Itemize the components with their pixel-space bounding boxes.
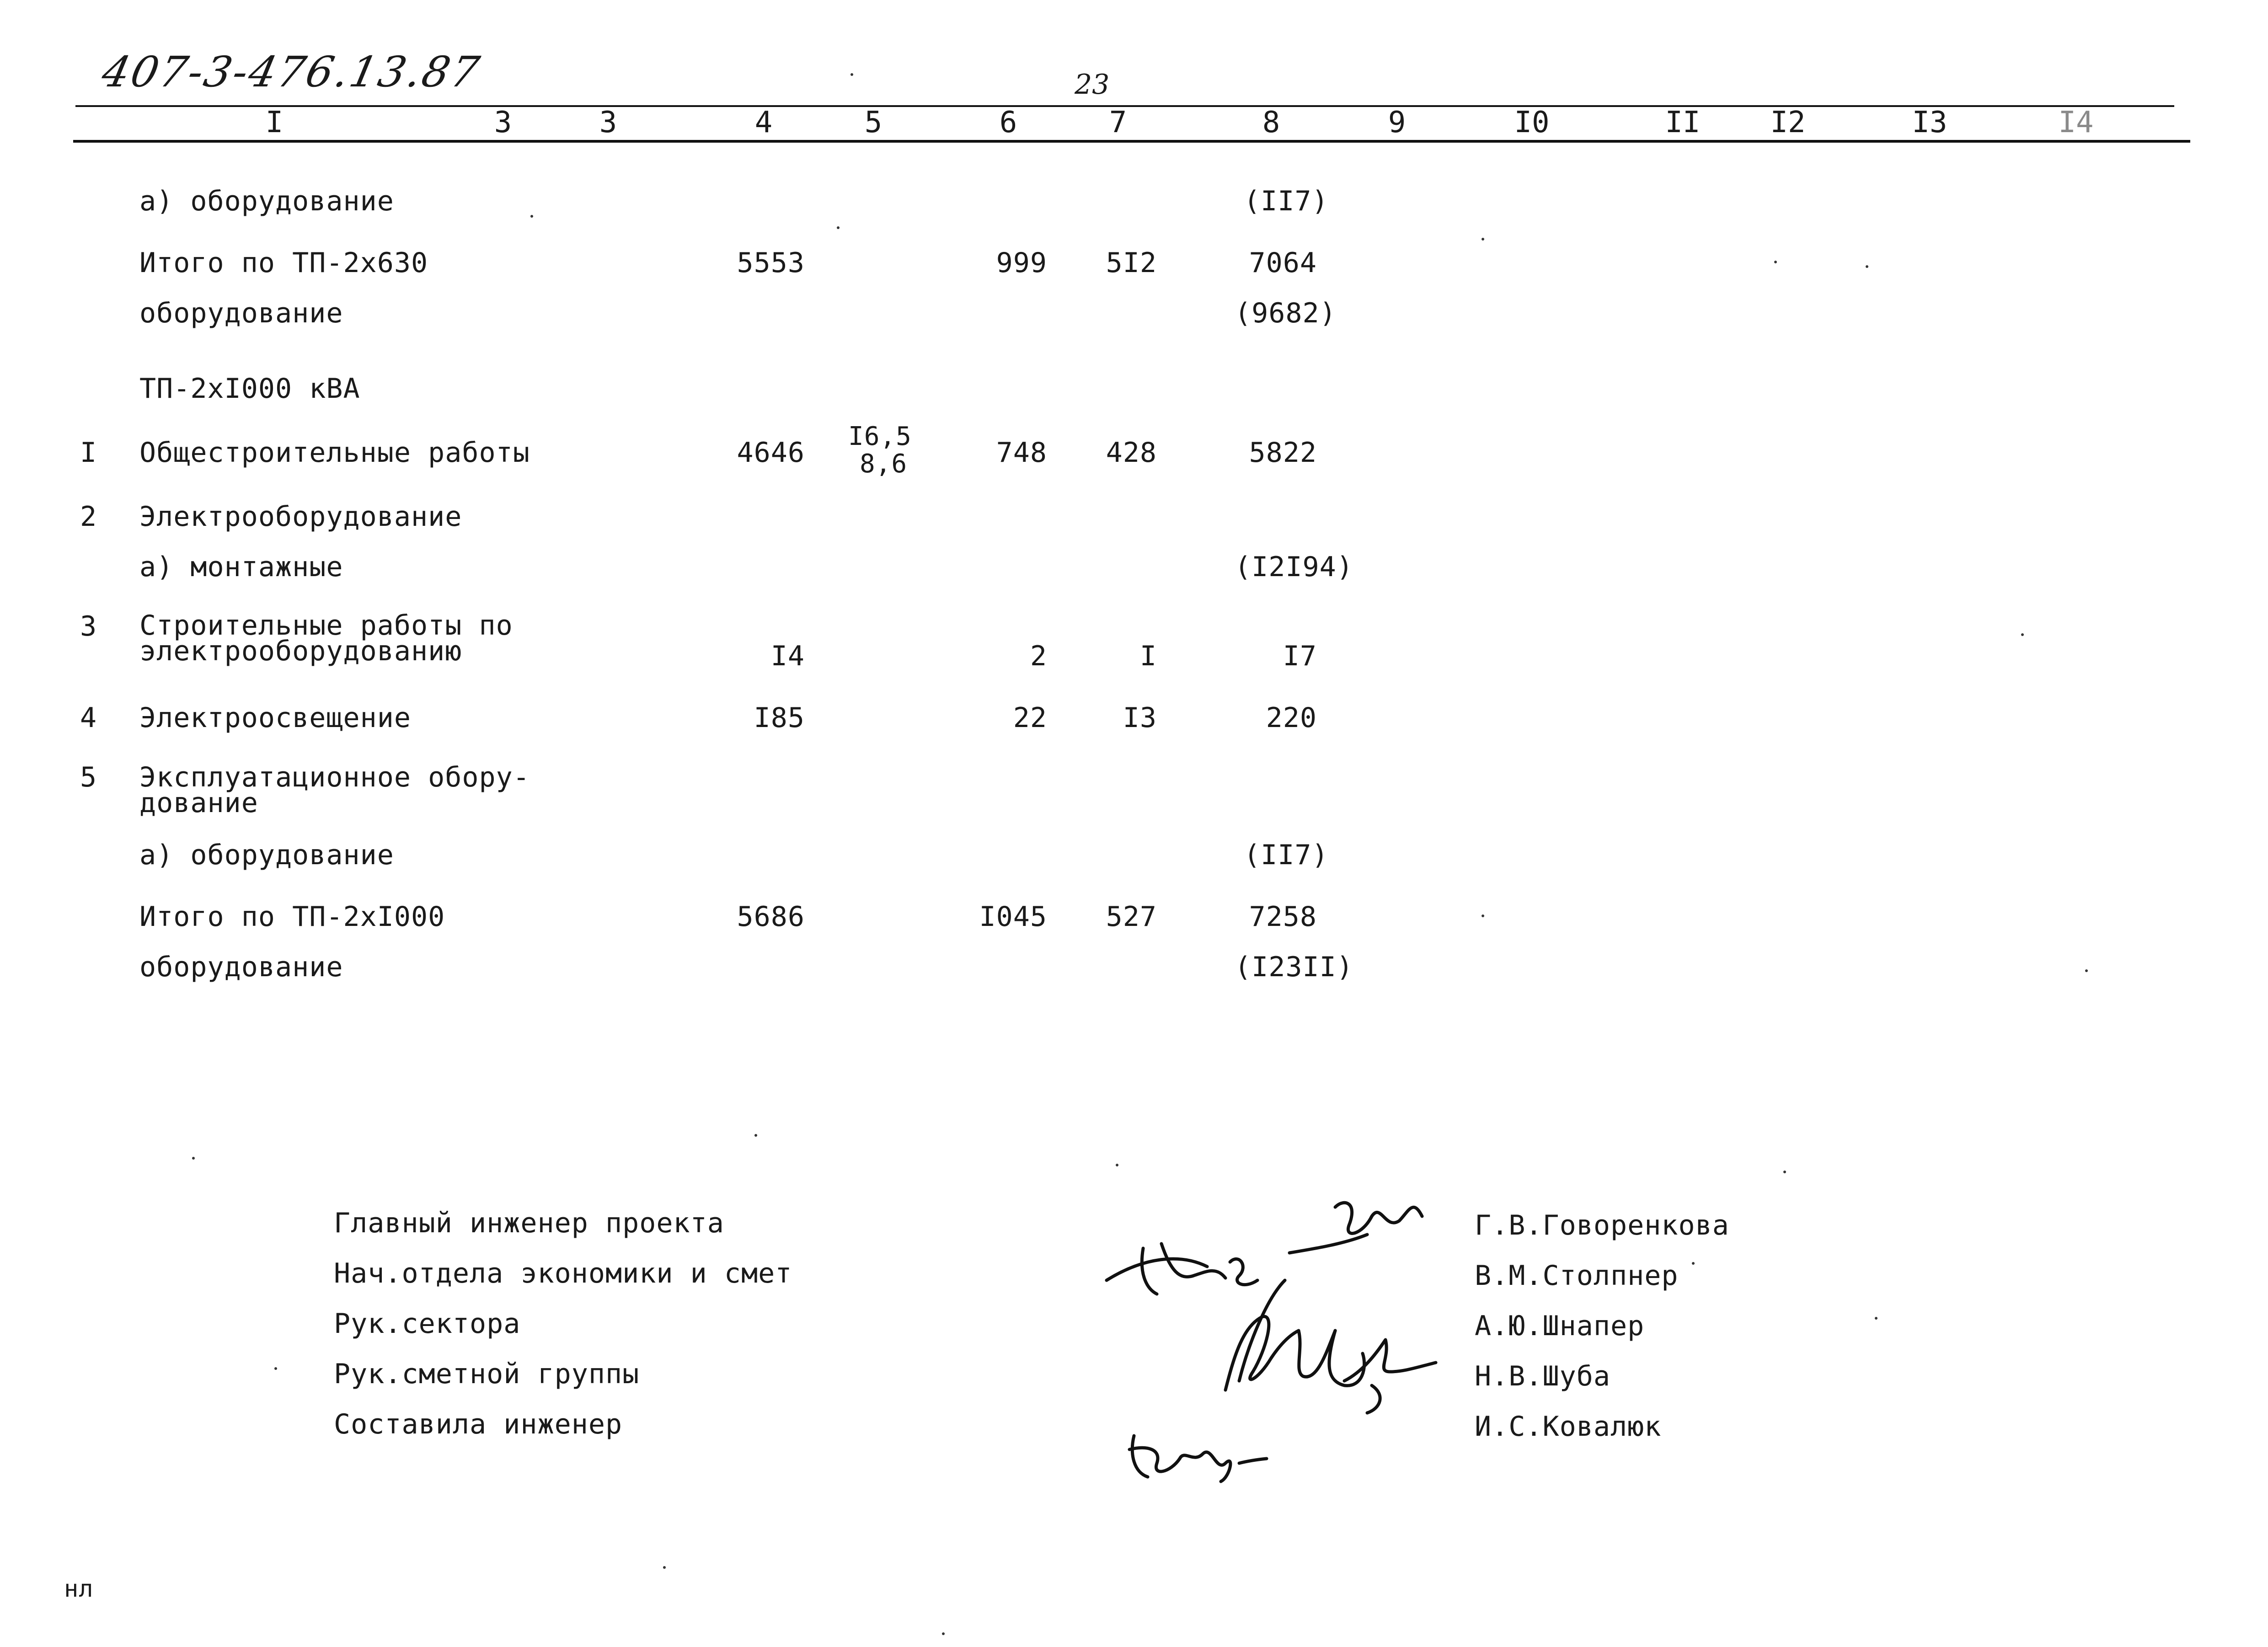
- signatory-name: Н.В.Шуба: [1475, 1360, 1610, 1392]
- column-header-13: I3: [1912, 106, 1947, 139]
- column-header-8: 8: [1262, 106, 1280, 139]
- cell-col7: I3: [1123, 702, 1157, 734]
- cell-col8: 220: [1266, 702, 1317, 734]
- row-name-cont: электрооборудованию: [139, 635, 462, 667]
- handwritten-signatures: [1088, 1180, 1463, 1491]
- row-name: а) монтажные: [139, 551, 343, 583]
- column-header-10: I0: [1514, 106, 1550, 139]
- column-header-1: I: [265, 106, 284, 139]
- row-number: 2: [80, 501, 97, 533]
- row-name: а) оборудование: [139, 839, 394, 871]
- row-name: оборудование: [139, 951, 343, 983]
- column-header-12: I2: [1770, 106, 1806, 139]
- row-name: Итого по ТП-2х630: [139, 247, 428, 279]
- row-name: Строительные работы по: [139, 610, 513, 642]
- section-title: ТП-2хI000 кВА: [139, 373, 360, 405]
- signature-role: Рук.сектора: [334, 1308, 521, 1340]
- cell-col8: (II7): [1244, 839, 1329, 871]
- cell-col8: I7: [1283, 640, 1317, 672]
- row-number: 3: [80, 610, 97, 642]
- cell-col8: (I2I94): [1235, 551, 1353, 583]
- signatory-name: Г.В.Говоренкова: [1475, 1209, 1729, 1241]
- column-header-14: I4: [2058, 106, 2094, 139]
- row-number: 4: [80, 702, 97, 734]
- page-number: 23: [1075, 69, 1110, 101]
- cell-col6: 22: [1013, 702, 1047, 734]
- cell-col4: 4646: [737, 437, 805, 469]
- cell-col6: 999: [996, 247, 1047, 279]
- cell-col4: 5686: [737, 901, 805, 933]
- signatory-name: В.М.Столпнер: [1475, 1260, 1679, 1292]
- cell-col7: 5I2: [1106, 247, 1157, 279]
- row-name: Итого по ТП-2хI000: [139, 901, 445, 933]
- cell-col7: I: [1139, 640, 1157, 672]
- signatory-name: И.С.Ковалюк: [1475, 1411, 1662, 1443]
- column-header-4: 4: [754, 106, 773, 139]
- cell-col4: 5553: [737, 247, 805, 279]
- cell-col7: 428: [1106, 437, 1157, 469]
- signature-role: Составила инженер: [334, 1408, 623, 1440]
- cell-col8: 7258: [1249, 901, 1317, 933]
- cell-col8: (II7): [1244, 185, 1329, 217]
- cell-col5-top: I6,5: [848, 422, 912, 451]
- cell-col7: 527: [1106, 901, 1157, 933]
- row-name: а) оборудование: [139, 185, 394, 217]
- row-name-cont: дование: [139, 787, 258, 819]
- row-name: Электроосвещение: [139, 702, 411, 734]
- cell-col8: 7064: [1249, 247, 1317, 279]
- row-name: Электрооборудование: [139, 501, 462, 533]
- cell-col4: I85: [754, 702, 805, 734]
- signatory-name: А.Ю.Шнапер: [1475, 1310, 1645, 1342]
- signature-role: Рук.сметной группы: [334, 1358, 640, 1390]
- cell-col5-bottom: 8,6: [860, 449, 908, 479]
- cell-col8: (9682): [1235, 297, 1337, 329]
- row-number: 5: [80, 761, 97, 793]
- cell-col8: (I23II): [1235, 951, 1353, 983]
- footer-mark: нл: [64, 1575, 94, 1603]
- column-header-5: 5: [864, 106, 883, 139]
- column-header-3: 3: [599, 106, 617, 139]
- row-number: I: [80, 437, 97, 469]
- column-header-6: 6: [999, 106, 1017, 139]
- cell-col8: 5822: [1249, 437, 1317, 469]
- cell-col6: I045: [979, 901, 1047, 933]
- column-header-9: 9: [1388, 106, 1406, 139]
- column-header-11: II: [1665, 106, 1701, 139]
- row-name: Общестроительные работы: [139, 437, 530, 469]
- row-name: оборудование: [139, 297, 343, 329]
- cell-col6: 2: [1030, 640, 1047, 672]
- signature-role: Главный инженер проекта: [334, 1207, 724, 1239]
- header-bottom-rule: [73, 140, 2190, 143]
- cell-col4: I4: [770, 640, 805, 672]
- column-header-2: 3: [494, 106, 512, 139]
- signature-role: Нач.отдела экономики и смет: [334, 1257, 792, 1289]
- cell-col6: 748: [996, 437, 1047, 469]
- document-number: 407-3-476.13.87: [97, 48, 486, 96]
- row-name: Эксплуатационное обору-: [139, 761, 530, 793]
- column-header-7: 7: [1109, 106, 1127, 139]
